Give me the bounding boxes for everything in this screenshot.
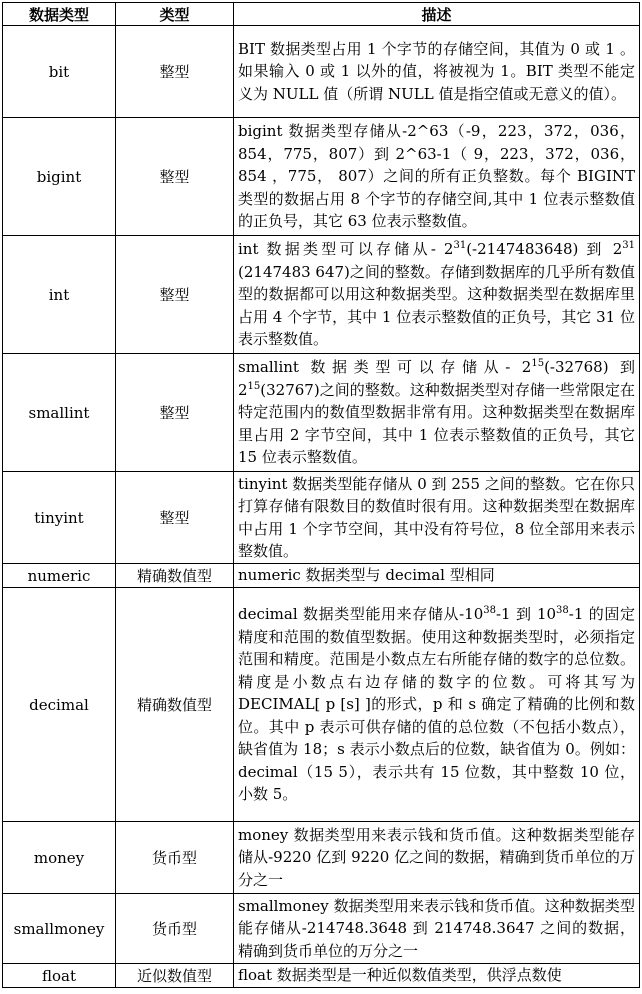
table-row — [3, 588, 640, 822]
desc-text: -1 到 10 — [495, 605, 557, 624]
type-kind: 整型 — [116, 472, 234, 564]
type-description — [234, 236, 640, 354]
desc-text: (-32768) 到 2 — [238, 358, 635, 399]
desc-text: (32767)之间的整数。这种数据类型对存储一些常限定在特定范围内的数值型数据非常有用。这种数据类型在数据库里占用 2 字节空间，其中 1 位表示整数值的正负号，其它 15 位表示整数值。 — [238, 380, 635, 467]
desc-text: (2147483 647)之间的整数。存储到数据库的几乎所有数值型的数据都可以用这种数据类型。这种数据类型在数据库里占用 4 个字节，其中 1 位表示整数值的正负号，其它 31 位表示整数值。 — [238, 262, 635, 349]
table-row — [3, 822, 640, 894]
desc-text: decimal 数据类型能用来存储从-10 — [238, 605, 484, 624]
desc-text: (-2147483648) 到 2 — [466, 240, 623, 259]
type-kind: 货币型 — [116, 894, 234, 964]
type-name: bigint — [3, 118, 116, 236]
table-row — [3, 236, 640, 354]
type-name: numeric — [3, 564, 116, 588]
type-kind: 货币型 — [116, 822, 234, 894]
table-row — [3, 472, 640, 564]
desc-text: int 数据类型可以存储从- 2 — [238, 240, 454, 259]
type-kind: 整型 — [116, 236, 234, 354]
type-name: int — [3, 236, 116, 354]
table-row — [3, 118, 640, 236]
table-row — [3, 564, 640, 588]
header-description: 描述 — [234, 3, 640, 26]
exponent: 38 — [483, 605, 496, 617]
exponent: 31 — [622, 240, 635, 252]
exponent: 15 — [247, 380, 261, 392]
type-description — [234, 588, 640, 822]
type-name: bit — [3, 26, 116, 118]
type-kind: 整型 — [116, 118, 234, 236]
exponent: 31 — [453, 240, 467, 252]
type-description: float 数据类型是一种近似数值类型，供浮点数使 — [234, 964, 640, 988]
table-row — [3, 26, 640, 118]
type-description: smallmoney 数据类型用来表示钱和货币值。这种数据类型能存储从-214748.3648 到 214748.3647 之间的数据，精确到货币单位的万分之一 — [234, 894, 640, 964]
type-description: tinyint 数据类型能存储从 0 到 255 之间的整数。它在你只打算存储有限数目的数值时很有用。这种数据类型在数据库中占用 1 个字节空间，其中没有符号位，8 位全部用来表示整数值。 — [234, 472, 640, 564]
header-kind: 类型 — [116, 3, 234, 26]
type-description: numeric 数据类型与 decimal 型相同 — [234, 564, 640, 588]
desc-text: -1 的固定精度和范围的数值型数据。使用这种数据类型时，必须指定范围和精度。范围是小数点左右所能存储的数字的总位数。精度是小数点右边存储的数字的位数。可将其写为 DECIMAL[ p [s] ]的形式，p 和 s 确定了精确的比例和数位。其中 p 表示可供存储的值的总位数（不包括小数点），缺省值为 18；s 表示小数点后的位数，缺省值为 0。例如：decimal（15 5），表示共有 15 位数，其中整数 10 位，小数 5。 — [238, 605, 635, 804]
exponent: 38 — [556, 605, 569, 617]
table-header-row — [3, 3, 640, 26]
table-row — [3, 964, 640, 988]
type-description: money 数据类型用来表示钱和货币值。这种数据类型能存储从-9220 亿到 9220 亿之间的数据，精确到货币单位的万分之一 — [234, 822, 640, 894]
header-data-type: 数据类型 — [3, 3, 116, 26]
type-kind: 精确数值型 — [116, 588, 234, 822]
type-description — [234, 354, 640, 472]
type-kind: 精确数值型 — [116, 564, 234, 588]
type-kind: 整型 — [116, 354, 234, 472]
type-name: tinyint — [3, 472, 116, 564]
table-row — [3, 354, 640, 472]
type-kind: 近似数值型 — [116, 964, 234, 988]
type-description: bigint 数据类型存储从-2^63（-9，223，372，036，854，775，807）到 2^63-1（ 9，223，372，036，854 ，775， 807）之间的所有正负整数。每个 BIGINT 类型的数据占用 8 个字节的存储空间,其中 1 位表示整数值的正负号，其它 63 位表示整数值。 — [234, 118, 640, 236]
type-name: smallint — [3, 354, 116, 472]
type-kind: 整型 — [116, 26, 234, 118]
table-row — [3, 894, 640, 964]
data-types-table — [2, 2, 640, 988]
type-name: float — [3, 964, 116, 988]
type-description: BIT 数据类型占用 1 个字节的存储空间，其值为 0 或 1 。如果输入 0 或 1 以外的值，将被视为 1。BIT 类型不能定义为 NULL 值（所谓 NULL 值是指空值或无意义的值）。 — [234, 26, 640, 118]
exponent: 15 — [531, 358, 545, 370]
type-name: money — [3, 822, 116, 894]
type-name: smallmoney — [3, 894, 116, 964]
desc-text: smallint 数据类型可以存储从- 2 — [238, 358, 532, 377]
type-name: decimal — [3, 588, 116, 822]
